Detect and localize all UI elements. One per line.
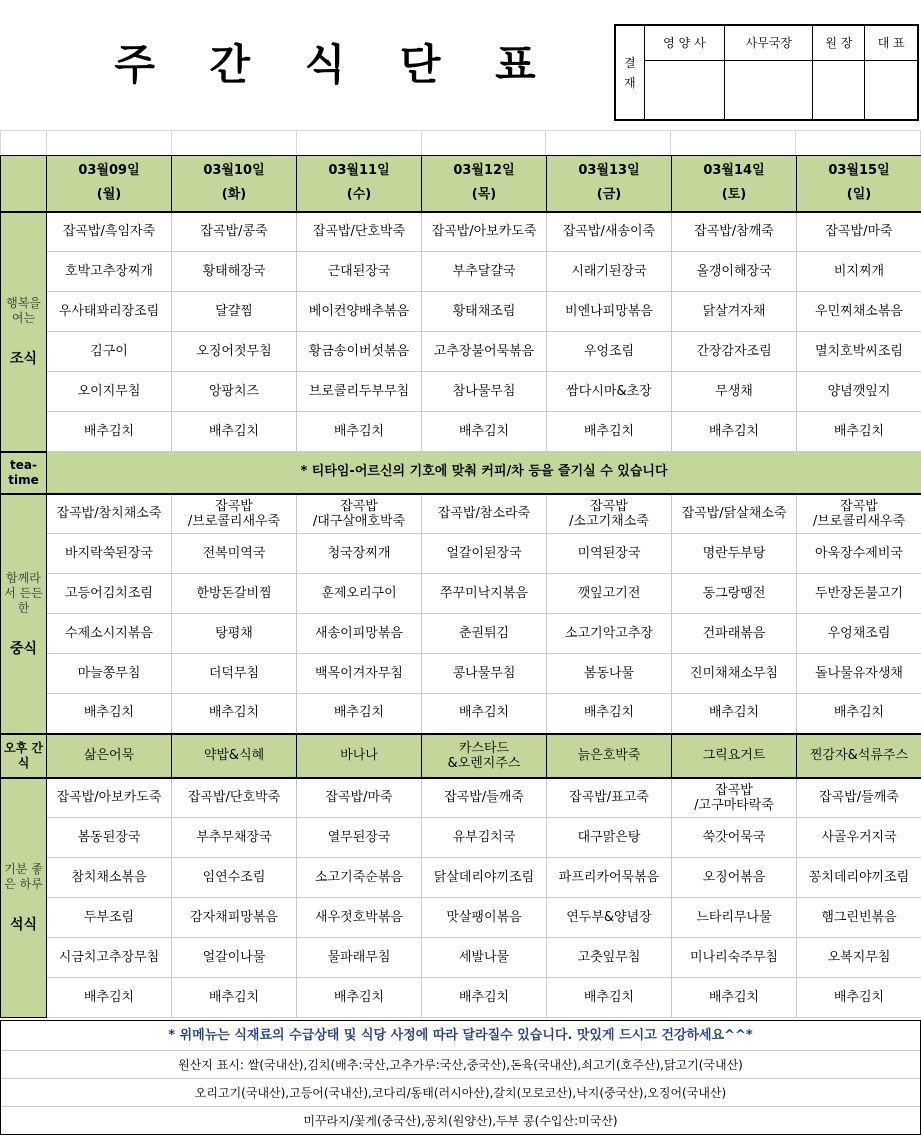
dinner-label-cell xyxy=(1,778,47,1018)
snack-item: 삶은어묵 xyxy=(47,734,172,778)
menu-item: 백목이겨자무침 xyxy=(297,654,422,694)
menu-item: 브로콜리두부무침 xyxy=(297,372,422,412)
menu-item: 황금송이버섯볶음 xyxy=(297,332,422,372)
menu-item: 쌈다시마&초장 xyxy=(547,372,672,412)
menu-item: 동그랑땡전 xyxy=(672,574,797,614)
menu-item: 배추김치 xyxy=(422,694,547,734)
lunch-label: 중식 xyxy=(9,640,38,657)
menu-item: 시래기된장국 xyxy=(547,252,672,292)
menu-item: 얼갈이나물 xyxy=(172,938,297,978)
menu-item: 베이컨양배추볶음 xyxy=(297,292,422,332)
menu-item: 앙팡치즈 xyxy=(172,372,297,412)
dinner-row xyxy=(1,778,921,818)
breakfast-row xyxy=(1,412,921,452)
day-date: 03월10일 xyxy=(203,163,265,179)
menu-item: 새우젓호박볶음 xyxy=(297,898,422,938)
menu-item: 연두부&양념장 xyxy=(547,898,672,938)
menu-item: 배추김치 xyxy=(547,694,672,734)
menu-item: 배추김치 xyxy=(672,978,797,1018)
menu-item: 배추김치 xyxy=(797,978,921,1018)
menu-item: 배추김치 xyxy=(547,978,672,1018)
menu-item: 배추김치 xyxy=(297,978,422,1018)
menu-item: 탕평채 xyxy=(172,614,297,654)
day-date: 03월09일 xyxy=(78,163,140,179)
menu-item: 명란두부탕 xyxy=(672,534,797,574)
menu-item: 두부조림 xyxy=(47,898,172,938)
menu-item: 오징어젓무침 xyxy=(172,332,297,372)
menu-item: 배추김치 xyxy=(47,412,172,452)
day-header xyxy=(797,156,921,212)
menu-item: 잡곡밥/표고죽 xyxy=(547,778,672,818)
menu-item: 배추김치 xyxy=(47,694,172,734)
day-of-week: (목) xyxy=(471,187,497,203)
menu-item: 느타리무나물 xyxy=(672,898,797,938)
day-of-week: (월) xyxy=(96,187,122,203)
menu-item: 건파래볶음 xyxy=(672,614,797,654)
breakfast-row xyxy=(1,372,921,412)
menu-item: 임연수조림 xyxy=(172,858,297,898)
lunch-row xyxy=(1,654,921,694)
menu-item: 새송이피망볶음 xyxy=(297,614,422,654)
menu-item: 청국장찌개 xyxy=(297,534,422,574)
menu-item: 두반장돈불고기 xyxy=(797,574,921,614)
day-date: 03월15일 xyxy=(828,163,890,179)
menu-item: 잡곡밥/단호박죽 xyxy=(172,778,297,818)
menu-item: 물파래무침 xyxy=(297,938,422,978)
dinner-label: 석식 xyxy=(9,917,38,934)
lunch-row xyxy=(1,694,921,734)
weekly-menu-table xyxy=(0,155,921,1018)
breakfast-row xyxy=(1,212,921,252)
day-header xyxy=(422,156,547,212)
menu-item: 배추김치 xyxy=(172,694,297,734)
breakfast-subtitle: 행복을 여는 xyxy=(6,296,41,325)
menu-item: 우사태꽈리장조림 xyxy=(47,292,172,332)
approval-sign-nutritionist[interactable] xyxy=(644,60,725,120)
menu-item: 돌나물유자생채 xyxy=(797,654,921,694)
teatime-row xyxy=(1,452,921,494)
dinner-row xyxy=(1,898,921,938)
snack-item: 그릭요거트 xyxy=(672,734,797,778)
day-header xyxy=(47,156,172,212)
lunch-label-cell xyxy=(1,494,47,734)
snack-row xyxy=(1,734,921,778)
approval-jae: 재 xyxy=(623,75,636,90)
snack-item: 약밥&식혜 xyxy=(172,734,297,778)
day-date: 03월13일 xyxy=(578,163,640,179)
menu-item: 더덕무침 xyxy=(172,654,297,694)
day-date: 03월12일 xyxy=(453,163,515,179)
menu-item: 닭살데리야끼조림 xyxy=(422,858,547,898)
menu-item: 호박고추장찌개 xyxy=(47,252,172,292)
menu-item: 봄동된장국 xyxy=(47,818,172,858)
menu-item: 우엉조림 xyxy=(547,332,672,372)
menu-item: 미역된장국 xyxy=(547,534,672,574)
snack-item: 바나나 xyxy=(297,734,422,778)
menu-item: 배추김치 xyxy=(172,978,297,1018)
menu-item: 잡곡밥 /브로콜리새우죽 xyxy=(797,494,921,534)
menu-item: 달걀찜 xyxy=(172,292,297,332)
menu-item: 비지찌개 xyxy=(797,252,921,292)
menu-item: 고춧잎무침 xyxy=(547,938,672,978)
footer-notice: * 위메뉴는 식재료의 수급상태 및 식당 사정에 따라 달라질수 있습니다. 맛있게 드시고 건강하세요^^* xyxy=(1,1021,920,1051)
dinner-row xyxy=(1,858,921,898)
menu-item: 잡곡밥/흑임자죽 xyxy=(47,212,172,252)
lunch-subtitle: 함께라서 든든한 xyxy=(4,570,43,615)
menu-item: 잡곡밥/참깨죽 xyxy=(672,212,797,252)
menu-item: 황태채조림 xyxy=(422,292,547,332)
menu-item: 배추김치 xyxy=(797,694,921,734)
lunch-row xyxy=(1,534,921,574)
menu-item: 시금치고추장무침 xyxy=(47,938,172,978)
menu-item: 비엔나피망볶음 xyxy=(547,292,672,332)
menu-item: 오복지무침 xyxy=(797,938,921,978)
menu-item: 우엉채조림 xyxy=(797,614,921,654)
teatime-label: tea-time xyxy=(1,452,47,494)
menu-item: 마늘쫑무침 xyxy=(47,654,172,694)
breakfast-row xyxy=(1,332,921,372)
page-title: 주 간 식 단 표 xyxy=(114,40,556,89)
menu-item: 간장감자조림 xyxy=(672,332,797,372)
origin-line-2: 오리고기(국내산),고등어(국내산),코다리/동태(러시아산),갈치(모로코산),낙지(중국산),오징어(국내산) xyxy=(1,1079,920,1107)
day-of-week: (수) xyxy=(346,187,372,203)
day-of-week: (금) xyxy=(596,187,622,203)
menu-item: 배추김치 xyxy=(297,412,422,452)
breakfast-label-cell xyxy=(1,212,47,452)
menu-item: 잡곡밥/아보카도죽 xyxy=(47,778,172,818)
menu-item: 쭈꾸미낙지볶음 xyxy=(422,574,547,614)
origin-line-1: 원산지 표시: 쌀(국내산),김치(배추:국산,고추가루:국산,중국산),돈육(국내산),쇠고기(호주산),닭고기(국내산) xyxy=(1,1051,920,1079)
menu-item: 잡곡밥/콩죽 xyxy=(172,212,297,252)
day-of-week: (일) xyxy=(846,187,872,203)
menu-item: 잡곡밥/마죽 xyxy=(297,778,422,818)
menu-item: 춘권튀김 xyxy=(422,614,547,654)
menu-item: 사골우거지국 xyxy=(797,818,921,858)
corner-cell xyxy=(1,156,47,212)
menu-item: 배추김치 xyxy=(422,412,547,452)
menu-item: 잡곡밥 /소고기채소죽 xyxy=(547,494,672,534)
snack-item: 찐감자&석류주스 xyxy=(797,734,921,778)
snack-item: 늙은호박죽 xyxy=(547,734,672,778)
lunch-row xyxy=(1,574,921,614)
menu-item: 배추김치 xyxy=(172,412,297,452)
approval-gyeol: 결 xyxy=(623,55,636,70)
menu-item: 수제소시지볶음 xyxy=(47,614,172,654)
menu-item: 깻잎고기전 xyxy=(547,574,672,614)
day-date: 03월14일 xyxy=(703,163,765,179)
lunch-row xyxy=(1,614,921,654)
menu-item: 잡곡밥 /고구마타락죽 xyxy=(672,778,797,818)
menu-item: 근대된장국 xyxy=(297,252,422,292)
menu-item: 잡곡밥/새송이죽 xyxy=(547,212,672,252)
menu-item: 잡곡밥/참소라죽 xyxy=(422,494,547,534)
approval-role-nutritionist: 영 양 사 xyxy=(644,25,725,60)
menu-item: 봄동나물 xyxy=(547,654,672,694)
menu-item: 배추김치 xyxy=(797,412,921,452)
menu-item: 잡곡밥 /대구살애호박죽 xyxy=(297,494,422,534)
menu-item: 잡곡밥/마죽 xyxy=(797,212,921,252)
menu-item: 꽁치데리야끼조림 xyxy=(797,858,921,898)
menu-item: 잡곡밥 /브로콜리새우죽 xyxy=(172,494,297,534)
menu-item: 맛살팽이볶음 xyxy=(422,898,547,938)
menu-item: 무생채 xyxy=(672,372,797,412)
approval-box xyxy=(614,24,919,121)
breakfast-label: 조식 xyxy=(9,351,38,367)
day-date: 03월11일 xyxy=(328,163,390,179)
teatime-notice: * 티타임-어르신의 기호에 맞춰 커피/차 등을 즐기실 수 있습니다 xyxy=(47,452,921,494)
lunch-row xyxy=(1,494,921,534)
menu-item: 바지락쑥된장국 xyxy=(47,534,172,574)
date-row xyxy=(1,156,921,212)
day-header xyxy=(547,156,672,212)
approval-sign-office-manager[interactable] xyxy=(725,60,813,120)
menu-item: 참치채소볶음 xyxy=(47,858,172,898)
menu-item: 유부김치국 xyxy=(422,818,547,858)
approval-label xyxy=(615,25,644,120)
menu-item: 소고기악고추장 xyxy=(547,614,672,654)
menu-item: 잡곡밥/참치채소죽 xyxy=(47,494,172,534)
menu-item: 세발나물 xyxy=(422,938,547,978)
menu-item: 아욱장수제비국 xyxy=(797,534,921,574)
menu-item: 얼갈이된장국 xyxy=(422,534,547,574)
menu-item: 멸치호박씨조림 xyxy=(797,332,921,372)
origin-line-3: 미꾸라지/꽃게(중국산),꽁치(원양산),두부 콩(수입산:미국산) xyxy=(303,1114,618,1128)
footer xyxy=(0,1020,921,1135)
day-header xyxy=(297,156,422,212)
menu-item: 잡곡밥/들깨죽 xyxy=(422,778,547,818)
menu-item: 대구맑은탕 xyxy=(547,818,672,858)
menu-item: 배추김치 xyxy=(672,412,797,452)
menu-item: 닭살겨자채 xyxy=(672,292,797,332)
spacer-grid xyxy=(0,130,921,156)
menu-item: 고등어김치조림 xyxy=(47,574,172,614)
menu-item: 부추무채장국 xyxy=(172,818,297,858)
day-header xyxy=(172,156,297,212)
menu-item: 훈제오리구이 xyxy=(297,574,422,614)
menu-item: 고추장불어묵볶음 xyxy=(422,332,547,372)
snack-item: 카스타드 &오렌지주스 xyxy=(422,734,547,778)
menu-item: 잡곡밥/닭살채소죽 xyxy=(672,494,797,534)
menu-item: 황태해장국 xyxy=(172,252,297,292)
menu-item: 김구이 xyxy=(47,332,172,372)
approval-role-director: 원 장 xyxy=(813,25,865,60)
menu-item: 배추김치 xyxy=(297,694,422,734)
menu-item: 열무된장국 xyxy=(297,818,422,858)
menu-item: 양념깻잎지 xyxy=(797,372,921,412)
menu-item: 소고기죽순볶음 xyxy=(297,858,422,898)
menu-item: 올갱이해장국 xyxy=(672,252,797,292)
dinner-subtitle: 기분 좋은 하루 xyxy=(4,862,43,892)
day-of-week: (화) xyxy=(221,187,247,203)
menu-item: 오징어볶음 xyxy=(672,858,797,898)
menu-item: 배추김치 xyxy=(47,978,172,1018)
menu-item: 햄그린빈볶음 xyxy=(797,898,921,938)
menu-item: 참나물무침 xyxy=(422,372,547,412)
menu-item: 배추김치 xyxy=(672,694,797,734)
approval-sign-director[interactable] xyxy=(813,60,865,120)
breakfast-row xyxy=(1,292,921,332)
menu-item: 파프리카어묵볶음 xyxy=(547,858,672,898)
menu-item: 우민찌채소볶음 xyxy=(797,292,921,332)
dinner-row xyxy=(1,978,921,1018)
approval-role-office-manager: 사무국장 xyxy=(725,25,813,60)
menu-item: 부추달걀국 xyxy=(422,252,547,292)
snack-label: 오후 간식 xyxy=(1,734,47,778)
menu-item: 잡곡밥/단호박죽 xyxy=(297,212,422,252)
menu-item: 미나리숙주무침 xyxy=(672,938,797,978)
menu-item: 배추김치 xyxy=(547,412,672,452)
approval-role-ceo: 대 표 xyxy=(865,25,918,60)
breakfast-row xyxy=(1,252,921,292)
dinner-row xyxy=(1,818,921,858)
menu-item: 전복미역국 xyxy=(172,534,297,574)
menu-item: 잡곡밥/들깨죽 xyxy=(797,778,921,818)
day-of-week: (토) xyxy=(721,187,747,203)
approval-sign-ceo[interactable] xyxy=(865,60,918,120)
menu-item: 진미채채소무침 xyxy=(672,654,797,694)
menu-item: 오이지무침 xyxy=(47,372,172,412)
menu-item: 잡곡밥/아보카도죽 xyxy=(422,212,547,252)
menu-item: 쑥갓어묵국 xyxy=(672,818,797,858)
menu-item: 한방돈갈비찜 xyxy=(172,574,297,614)
day-header xyxy=(672,156,797,212)
dinner-row xyxy=(1,938,921,978)
menu-item: 감자채피망볶음 xyxy=(172,898,297,938)
menu-item: 배추김치 xyxy=(422,978,547,1018)
menu-item: 콩나물무침 xyxy=(422,654,547,694)
